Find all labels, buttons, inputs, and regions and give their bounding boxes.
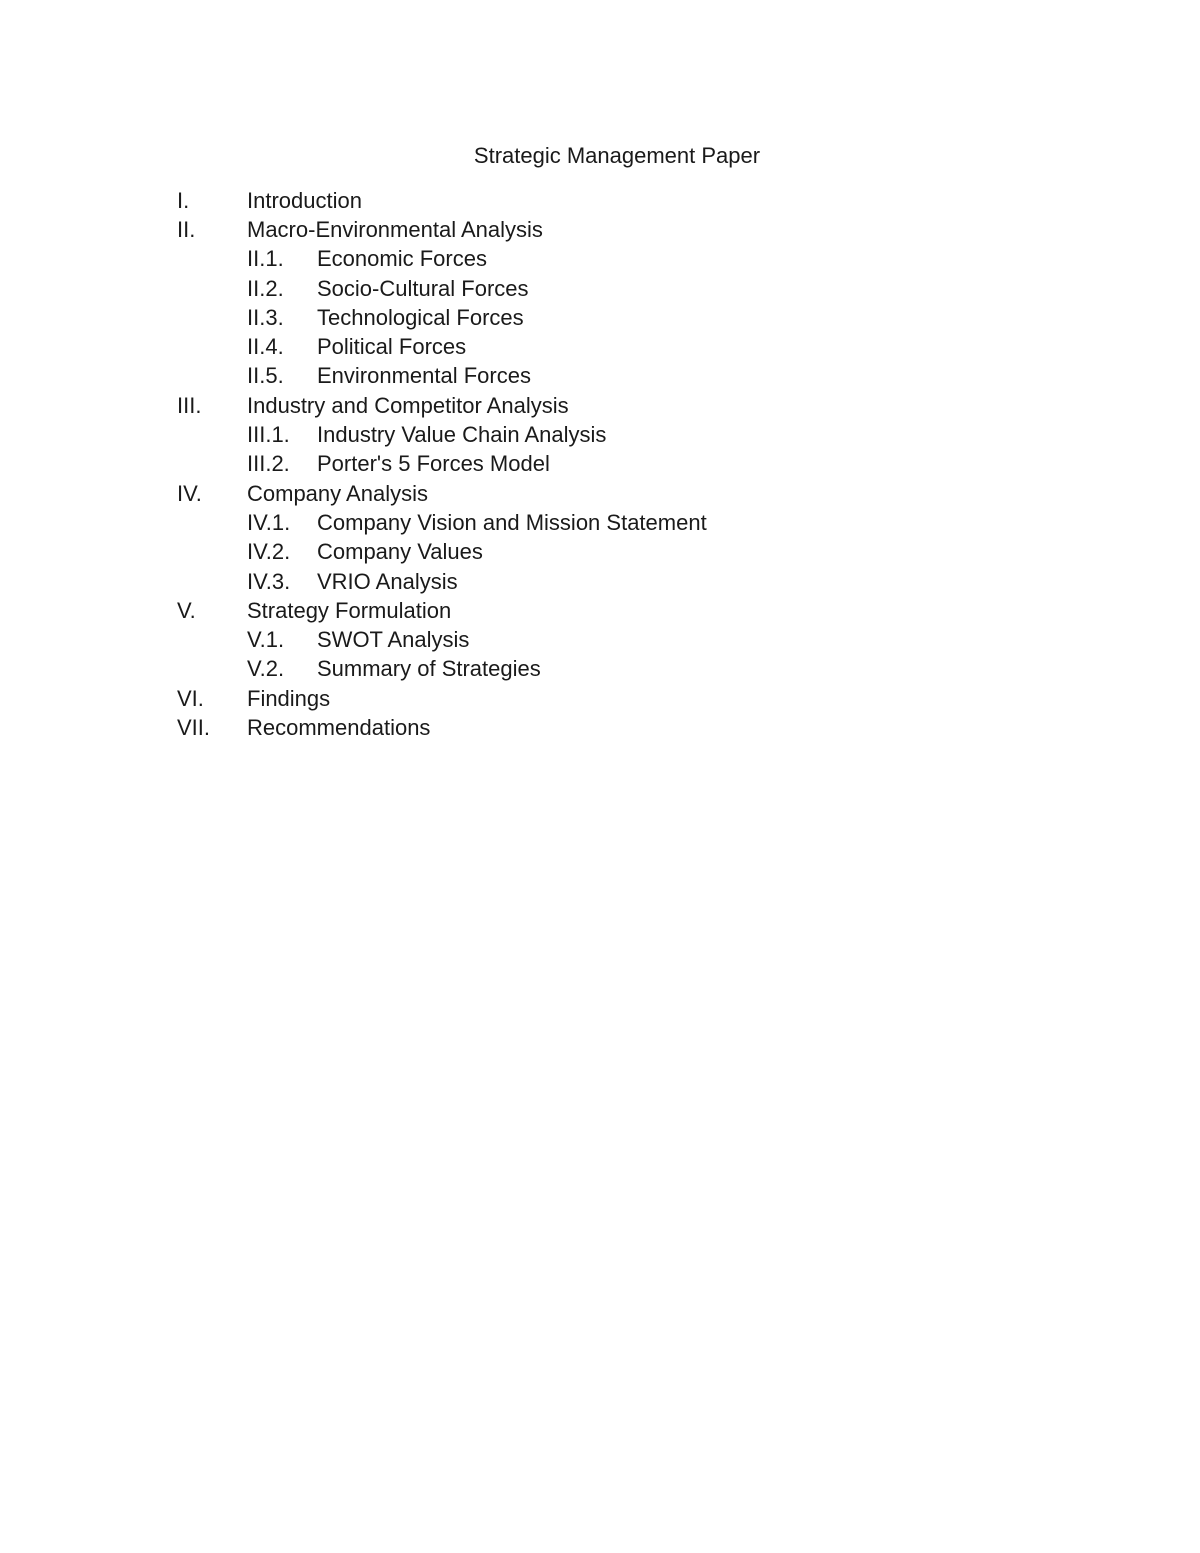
outline-item-label: Company Vision and Mission Statement [317,509,707,535]
outline-item-number: III.2. [247,451,290,477]
outline-item-label: Technological Forces [317,304,524,330]
outline-item-label: Porter's 5 Forces Model [317,451,550,477]
outline-item-number: III.1. [247,422,290,448]
outline-item [177,186,1077,215]
outline-item [177,450,1077,479]
outline-item-number: IV. [177,480,202,506]
outline-item-number: V.1. [247,627,285,653]
outline-item-label: SWOT Analysis [317,627,470,653]
outline-item-label: Economic Forces [317,246,487,272]
outline-item [177,596,1077,625]
outline-item-label: Macro-Environmental Analysis [247,216,543,242]
outline-item-label: Recommendations [247,714,431,740]
outline-item-number: II.1. [247,246,284,272]
outline-item-label: Company Analysis [247,480,428,506]
outline-item [177,684,1077,713]
outline-item-label: Industry and Competitor Analysis [247,392,569,418]
outline-item-number: IV.3. [247,568,291,594]
outline-item-label: VRIO Analysis [317,568,458,594]
outline-item-number: III. [177,392,202,418]
outline-item-number: I. [177,187,190,213]
outline-item [177,420,1077,449]
outline-item-number: VI. [177,685,204,711]
outline-item-number: II. [177,216,196,242]
outline-item [177,479,1077,508]
outline-item [177,215,1077,244]
outline-item-number: IV.2. [247,539,291,565]
outline-item [177,245,1077,274]
outline-item-label: Summary of Strategies [317,656,541,682]
outline-item [177,508,1077,537]
outline-item-number: V.2. [247,656,285,682]
outline-item-label: Company Values [317,539,483,565]
outline-item-label: Socio-Cultural Forces [317,275,529,301]
outline-item [177,332,1077,361]
document-title: Strategic Management Paper [473,143,761,168]
outline-item-number: II.5. [247,363,284,389]
outline-item [177,362,1077,391]
outline-item-number: V. [177,597,196,623]
outline-item-number: II.3. [247,304,284,330]
outline-item [177,274,1077,303]
outline-list [177,186,1077,743]
outline-item-label: Political Forces [317,334,467,360]
outline-item-label: Findings [247,685,331,711]
outline-item [177,567,1077,596]
outline-item-number: II.2. [247,275,284,301]
outline-item-label: Industry Value Chain Analysis [317,422,607,448]
outline-item-number: II.4. [247,334,284,360]
outline-item [177,391,1077,420]
outline-item-number: IV.1. [247,509,291,535]
outline-item [177,625,1077,654]
outline-item-label: Environmental Forces [317,363,531,389]
outline-item [177,655,1077,684]
outline-item [177,713,1077,742]
outline-item-number: VII. [177,714,211,740]
outline-item-label: Strategy Formulation [247,597,452,623]
outline-item-label: Introduction [247,187,362,213]
outline-item [177,303,1077,332]
outline-item [177,538,1077,567]
